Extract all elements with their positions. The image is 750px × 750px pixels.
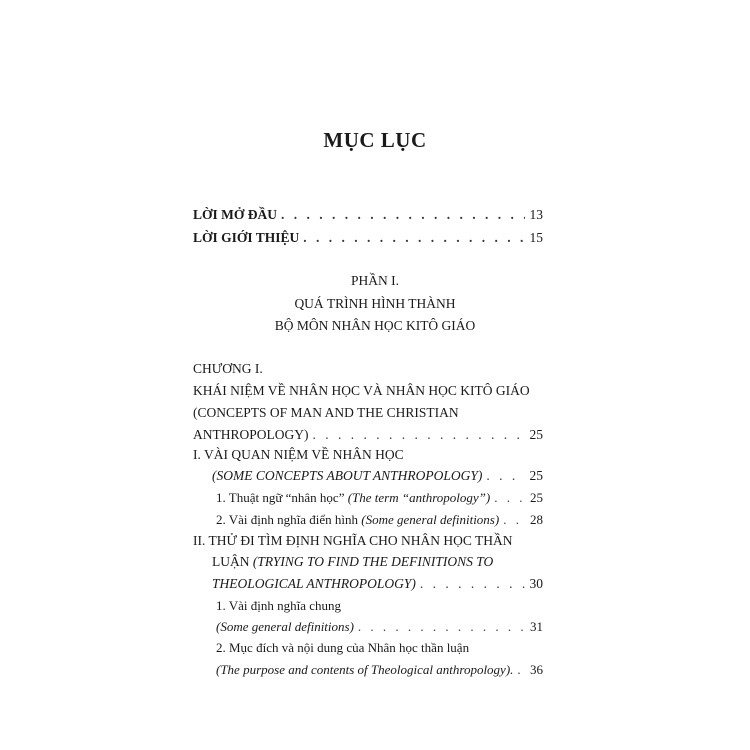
toc-entry-2-2[interactable] — [216, 662, 543, 678]
dot-leader — [486, 468, 525, 484]
toc-page-number: 25 — [529, 427, 543, 442]
section-2-subtitle: (TRYING TO FIND THE DEFINITIONS TO — [252, 554, 494, 569]
part-number: PHẦN I. — [350, 273, 399, 288]
dot-leader — [313, 427, 526, 443]
dot-leader — [503, 512, 525, 528]
toc-label — [216, 512, 499, 528]
toc-entry-1-1[interactable] — [216, 490, 543, 506]
toc-label-en: (Some general definitions) — [216, 619, 354, 634]
toc-label-vi: 1. Thuật ngữ “nhân học” — [216, 490, 345, 505]
toc-label: ANTHROPOLOGY) — [193, 427, 309, 442]
toc-entry-2-1[interactable] — [216, 619, 543, 635]
toc-label: THEOLOGICAL ANTHROPOLOGY) — [212, 576, 416, 591]
dot-leader — [303, 230, 525, 246]
toc-page-number: 31 — [530, 619, 543, 634]
toc-entry-preface[interactable] — [193, 207, 543, 223]
toc-entry-2-2-label: 2. Mục đích và nội dung của Nhân học thần luận — [216, 640, 470, 655]
dot-leader — [517, 662, 525, 678]
toc-label-en: (The term “anthropology”) — [347, 490, 491, 505]
toc-entry-1-2[interactable] — [216, 512, 543, 528]
toc-entry-chapter-1[interactable] — [193, 427, 543, 443]
page-title: MỤC LỤC — [323, 128, 427, 152]
toc-label-en: (Some general definitions) — [361, 512, 500, 527]
dot-leader — [358, 619, 525, 635]
toc-label-en: (The purpose and contents of Theological anthropology). — [216, 662, 514, 677]
toc-label: LỜI GIỚI THIỆU — [193, 230, 300, 245]
toc-entry-2-1-label: 1. Vài định nghĩa chung — [216, 598, 342, 613]
section-2-title-end: LUẬN — [212, 554, 250, 569]
toc-label — [216, 490, 490, 506]
toc-page-number: 28 — [530, 512, 543, 527]
chapter-number: CHƯƠNG I. — [193, 361, 263, 376]
toc-page-number: 15 — [529, 230, 543, 245]
toc-label: (SOME CONCEPTS ABOUT ANTHROPOLOGY) — [212, 468, 483, 483]
toc-page-number: 13 — [529, 207, 543, 222]
toc-page-number: 30 — [529, 576, 543, 591]
toc-page-number: 36 — [530, 662, 543, 677]
toc-page-number: 25 — [529, 468, 543, 483]
dot-leader — [281, 207, 525, 223]
toc-page-number: 25 — [530, 490, 543, 505]
dot-leader — [420, 576, 525, 592]
toc-entry-introduction[interactable] — [193, 230, 543, 246]
toc-entry-section-2[interactable] — [212, 576, 543, 592]
chapter-title: KHÁI NIỆM VỀ NHÂN HỌC VÀ NHÂN HỌC KITÔ GIÁO — [193, 383, 530, 398]
section-1-title: I. VÀI QUAN NIỆM VỀ NHÂN HỌC — [193, 447, 404, 462]
toc-entry-section-1[interactable] — [212, 468, 543, 484]
part-title-line2: BỘ MÔN NHÂN HỌC KITÔ GIÁO — [274, 318, 476, 333]
part-title-line1: QUÁ TRÌNH HÌNH THÀNH — [294, 296, 456, 311]
section-2-title: II. THỬ ĐI TÌM ĐỊNH NGHĨA CHO NHÂN HỌC THẦN — [193, 533, 513, 548]
toc-label-vi: 2. Vài định nghĩa điển hình — [216, 512, 359, 527]
dot-leader — [494, 490, 525, 506]
section-2-title-line2 — [212, 554, 493, 570]
toc-label: LỜI MỞ ĐẦU — [193, 207, 277, 222]
chapter-subtitle: (CONCEPTS OF MAN AND THE CHRISTIAN — [193, 405, 459, 420]
